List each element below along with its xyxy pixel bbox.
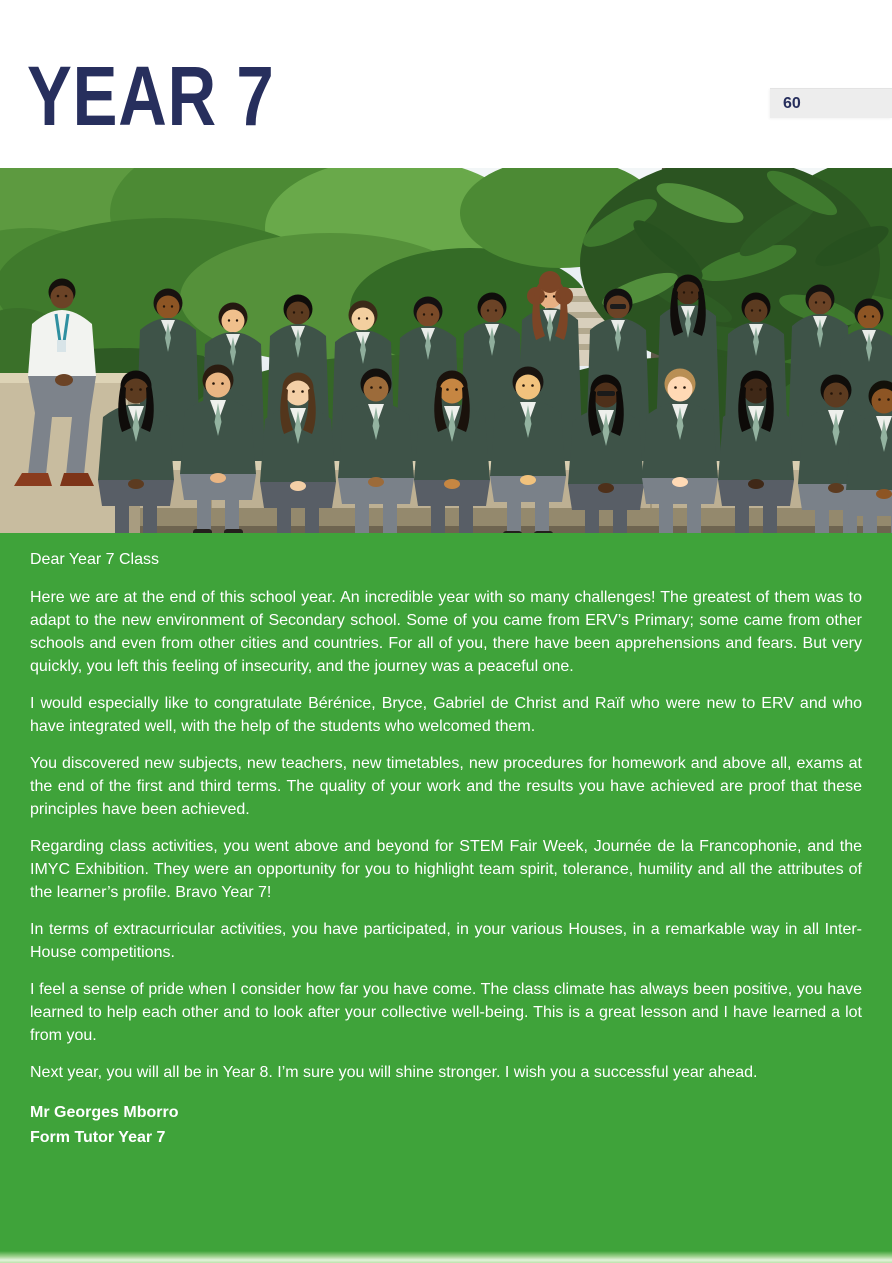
letter-paragraph-4: Regarding class activities, you went above and beyond for STEM Fair Week, Journée de la Francophonie, and the IMYC Exhibition. They were an opportunity for you to highlight team spirit, tolerance, humility and all the attributes of the learner’s profile. Bravo Year 7! (30, 838, 862, 901)
signature-name: Mr Georges Mborro (30, 1104, 179, 1121)
letter-paragraph-1: Here we are at the end of this school year. An incredible year with so many challenges! The greatest of them was to adapt to the new environment of Secondary school. Some of you came from ERV’s Primary; some came from other schools and even from other cities and countries. For all of you, there have been apprehensions and fears. But very quickly, you left this feeling of insecurity, and the journey was a peaceful one. (30, 589, 862, 675)
class-photo (0, 168, 892, 533)
letter-paragraph-6: I feel a sense of pride when I consider how far you have come. The class climate has always been positive, you have learned to help each other and to look after your collective well-being. This is a great lesson and I have learned a lot from you. (30, 981, 862, 1044)
page-title: YEAR 7 (27, 49, 275, 143)
page-number-badge (770, 88, 892, 118)
tutor-letter (0, 533, 892, 1263)
letter-paragraph-3: You discovered new subjects, new teachers, new timetables, new procedures for homework and above all, exams at the end of the first and third terms. The quality of your work and the results you have achieved are proof that these principles have been achieved. (30, 755, 862, 818)
signature-role: Form Tutor Year 7 (30, 1129, 166, 1146)
letter-paragraph-5: In terms of extracurricular activities, you have participated, in your various Houses, in a remarkable way in all Inter-House competitions. (30, 921, 862, 961)
page-number: 60 (783, 95, 801, 112)
letter-paragraph-2: I would especially like to congratulate Bérénice, Bryce, Gabriel de Christ and Raïf who were new to ERV and who have integrated well, with the help of the students who welcomed them. (30, 695, 862, 735)
letter-salutation: Dear Year 7 Class (30, 551, 159, 568)
letter-paragraph-7: Next year, you will all be in Year 8. I’m sure you will shine stronger. I wish you a successful year ahead. (30, 1064, 758, 1081)
